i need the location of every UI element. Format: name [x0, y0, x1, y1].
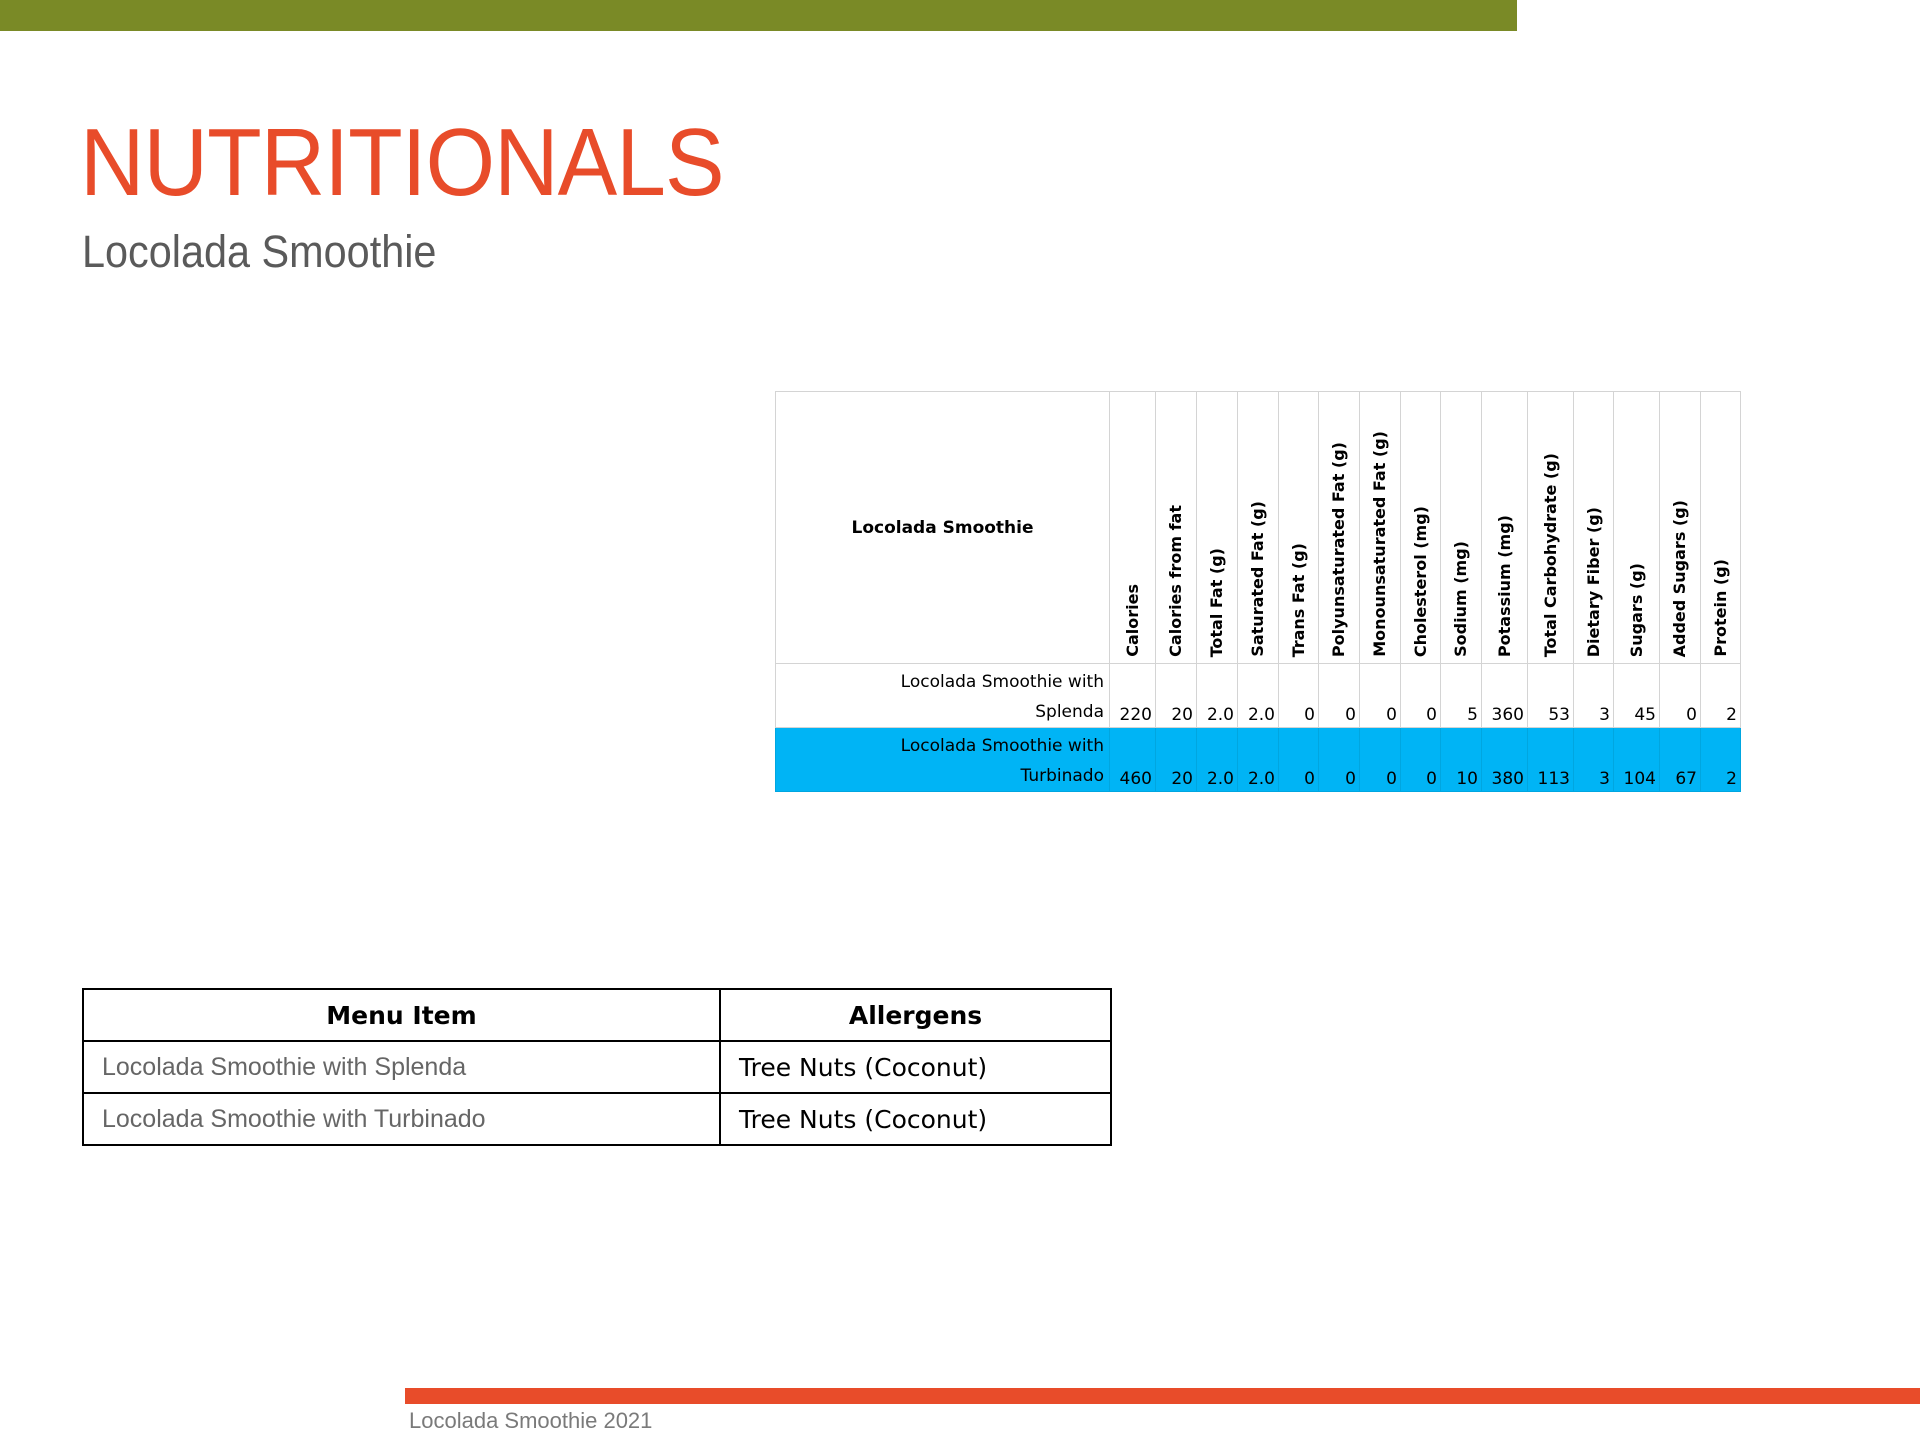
table-cell: 0: [1660, 664, 1701, 728]
column-header: [1197, 392, 1238, 664]
column-header-label: Calories from fat: [1166, 505, 1185, 657]
table-cell: 20: [1156, 664, 1197, 728]
table-cell: 0: [1319, 664, 1360, 728]
allergen-cell: Tree Nuts (Coconut): [720, 1041, 1111, 1093]
column-header: [1110, 392, 1156, 664]
column-header-allergens: Allergens: [720, 989, 1111, 1041]
table-cell: 2: [1701, 664, 1741, 728]
row-label: [776, 728, 1110, 792]
table-row: [776, 664, 1741, 728]
column-header: [1319, 392, 1360, 664]
nutrition-header-row: [776, 392, 1741, 664]
table-cell: 10: [1441, 728, 1482, 792]
table-cell: 2: [1701, 728, 1741, 792]
table-cell: 0: [1401, 728, 1441, 792]
table-cell: 2.0: [1197, 728, 1238, 792]
table-cell: 0: [1319, 728, 1360, 792]
column-header-label: Total Carbohydrate (g): [1540, 452, 1560, 657]
bottom-accent-bar: [405, 1388, 1920, 1404]
table-cell: 53: [1528, 664, 1574, 728]
page-subtitle: Locolada Smoothie: [82, 226, 437, 277]
table-cell: 20: [1156, 728, 1197, 792]
table-cell: 0: [1360, 728, 1401, 792]
column-header: [1574, 392, 1614, 664]
column-header: [1156, 392, 1197, 664]
column-header: [1660, 392, 1701, 664]
column-header-label: Total Fat (g): [1207, 547, 1226, 657]
table-row: [83, 1041, 1111, 1093]
row-label: [776, 664, 1110, 728]
table-cell: 0: [1279, 664, 1319, 728]
column-header-label: Protein (g): [1710, 559, 1730, 657]
table-cell: 67: [1660, 728, 1701, 792]
row-label-line: Locolada Smoothie with: [900, 736, 1104, 756]
table-cell: 104: [1614, 728, 1660, 792]
table-cell: 0: [1401, 664, 1441, 728]
column-header: [1360, 392, 1401, 664]
row-label-line: Locolada Smoothie with: [900, 672, 1104, 692]
nutrition-corner-label: Locolada Smoothie: [776, 392, 1110, 664]
column-header: [1238, 392, 1279, 664]
column-header: [1279, 392, 1319, 664]
column-header: [1401, 392, 1441, 664]
page-title: NUTRITIONALS: [80, 109, 724, 216]
table-cell: 3: [1574, 664, 1614, 728]
table-cell: 0: [1360, 664, 1401, 728]
top-accent-bar: [0, 0, 1517, 31]
menu-item-cell: Locolada Smoothie with Splenda: [83, 1041, 720, 1093]
column-header-label: Potassium (mg): [1494, 514, 1514, 657]
column-header: [1701, 392, 1741, 664]
table-cell: 380: [1482, 728, 1528, 792]
allergen-header-row: [83, 989, 1111, 1041]
row-label-line: Splenda: [1035, 702, 1104, 722]
nutrition-table: [775, 391, 1741, 792]
table-cell: 0: [1279, 728, 1319, 792]
column-header: [1441, 392, 1482, 664]
column-header-label: Dietary Fiber (g): [1583, 506, 1603, 657]
column-header-label: Added Sugars (g): [1670, 499, 1689, 657]
column-header-label: Polyunsaturated Fat (g): [1329, 441, 1348, 657]
column-header: [1614, 392, 1660, 664]
table-row-highlighted: [776, 728, 1741, 792]
table-cell: 2.0: [1197, 664, 1238, 728]
column-header-menu-item: Menu Item: [83, 989, 720, 1041]
table-cell: 220: [1110, 664, 1156, 728]
column-header: [1528, 392, 1574, 664]
column-header-label: Calories: [1122, 584, 1142, 657]
allergen-cell: Tree Nuts (Coconut): [720, 1093, 1111, 1145]
column-header-label: Sugars (g): [1626, 562, 1646, 657]
column-header-label: Trans Fat (g): [1288, 542, 1308, 657]
column-header: [1482, 392, 1528, 664]
table-cell: 2.0: [1238, 728, 1279, 792]
menu-item-cell: Locolada Smoothie with Turbinado: [83, 1093, 720, 1145]
row-label-line: Turbinado: [1020, 766, 1104, 786]
table-cell: 113: [1528, 728, 1574, 792]
table-cell: 5: [1441, 664, 1482, 728]
table-cell: 45: [1614, 664, 1660, 728]
column-header-label: Saturated Fat (g): [1248, 501, 1267, 657]
allergen-table: [82, 988, 1112, 1146]
table-cell: 2.0: [1238, 664, 1279, 728]
table-cell: 3: [1574, 728, 1614, 792]
table-row: [83, 1093, 1111, 1145]
footer-text: Locolada Smoothie 2021: [409, 1408, 653, 1433]
table-cell: 360: [1482, 664, 1528, 728]
column-header-label: Cholesterol (mg): [1410, 505, 1430, 657]
column-header-label: Monounsaturated Fat (g): [1370, 431, 1389, 657]
table-cell: 460: [1110, 728, 1156, 792]
column-header-label: Sodium (mg): [1451, 541, 1470, 657]
